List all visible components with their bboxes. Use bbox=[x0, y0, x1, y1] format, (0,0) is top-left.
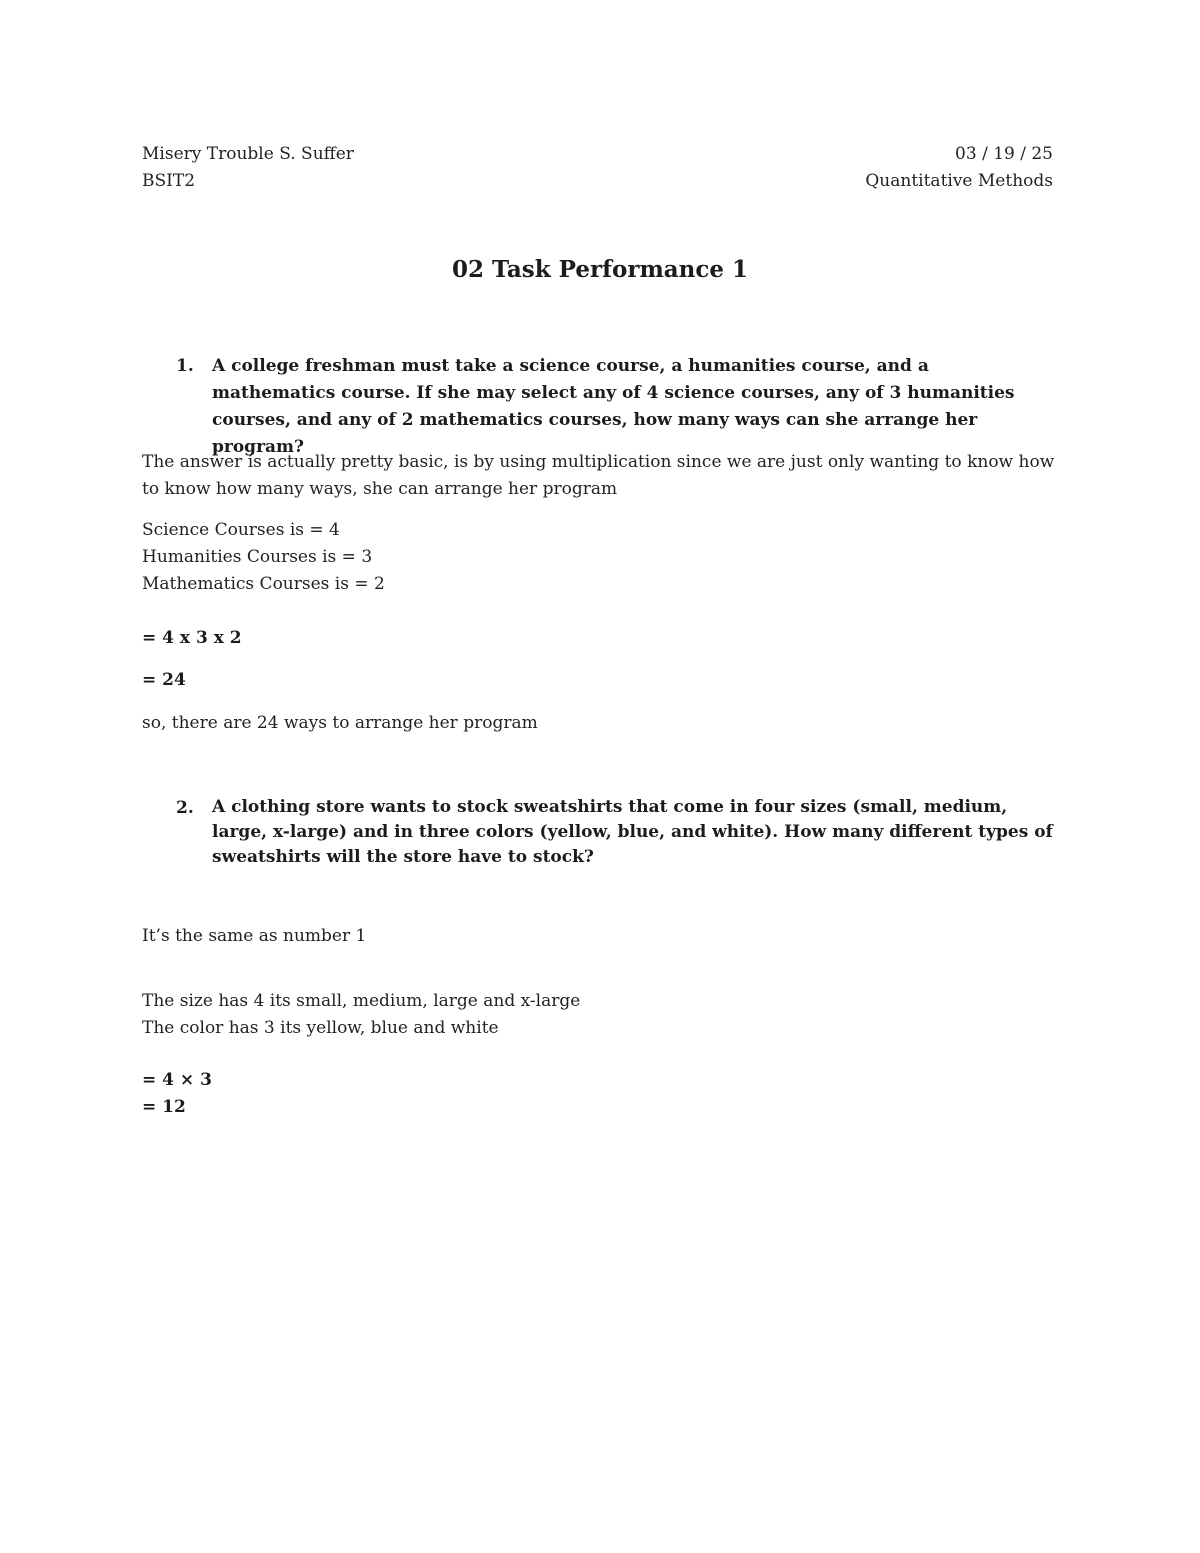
question-2-equation: = 4 × 3 bbox=[142, 1070, 212, 1090]
question-1-text: A college freshman must take a science course, a humanities course, and a mathematics course. If she may select any of 4 science courses, any of 3 humanities courses, and any of 2 mathematics courses, how many ways can she arrange her program? bbox=[212, 356, 1015, 457]
question-1-result: = 24 bbox=[142, 670, 186, 690]
question-1-given-mathematics: Mathematics Courses is = 2 bbox=[142, 574, 385, 594]
question-1-given-science: Science Courses is = 4 bbox=[142, 520, 340, 540]
question-2-given-size: The size has 4 its small, medium, large and x-large bbox=[142, 991, 581, 1011]
question-2-number: 2. bbox=[176, 798, 194, 818]
document-date: 03 / 19 / 25 bbox=[955, 144, 1053, 164]
question-2-text: A clothing store wants to stock sweatshirts that come in four sizes (small, medium, large, x-large) and in three colors (yellow, blue, and white). How many different types of sweatshirts will the store have to stock? bbox=[212, 797, 1053, 867]
student-name: Misery Trouble S. Suffer bbox=[142, 144, 354, 164]
subject-name: Quantitative Methods bbox=[865, 171, 1053, 191]
question-1-number: 1. bbox=[176, 356, 194, 376]
question-1-answer-intro: The answer is actually pretty basic, is by using multiplication since we are just only wanting to know how to know how many ways, she can arrange her program bbox=[142, 452, 1055, 499]
question-1-given-humanities: Humanities Courses is = 3 bbox=[142, 547, 373, 567]
question-1-equation: = 4 x 3 x 2 bbox=[142, 628, 242, 648]
question-1-conclusion: so, there are 24 ways to arrange her program bbox=[142, 713, 538, 733]
page-title: 02 Task Performance 1 bbox=[451, 256, 749, 283]
student-section: BSIT2 bbox=[142, 171, 196, 191]
question-2-answer-intro: It’s the same as number 1 bbox=[142, 926, 367, 946]
question-2-given-color: The color has 3 its yellow, blue and white bbox=[142, 1018, 499, 1038]
question-2-result: = 12 bbox=[142, 1097, 186, 1117]
